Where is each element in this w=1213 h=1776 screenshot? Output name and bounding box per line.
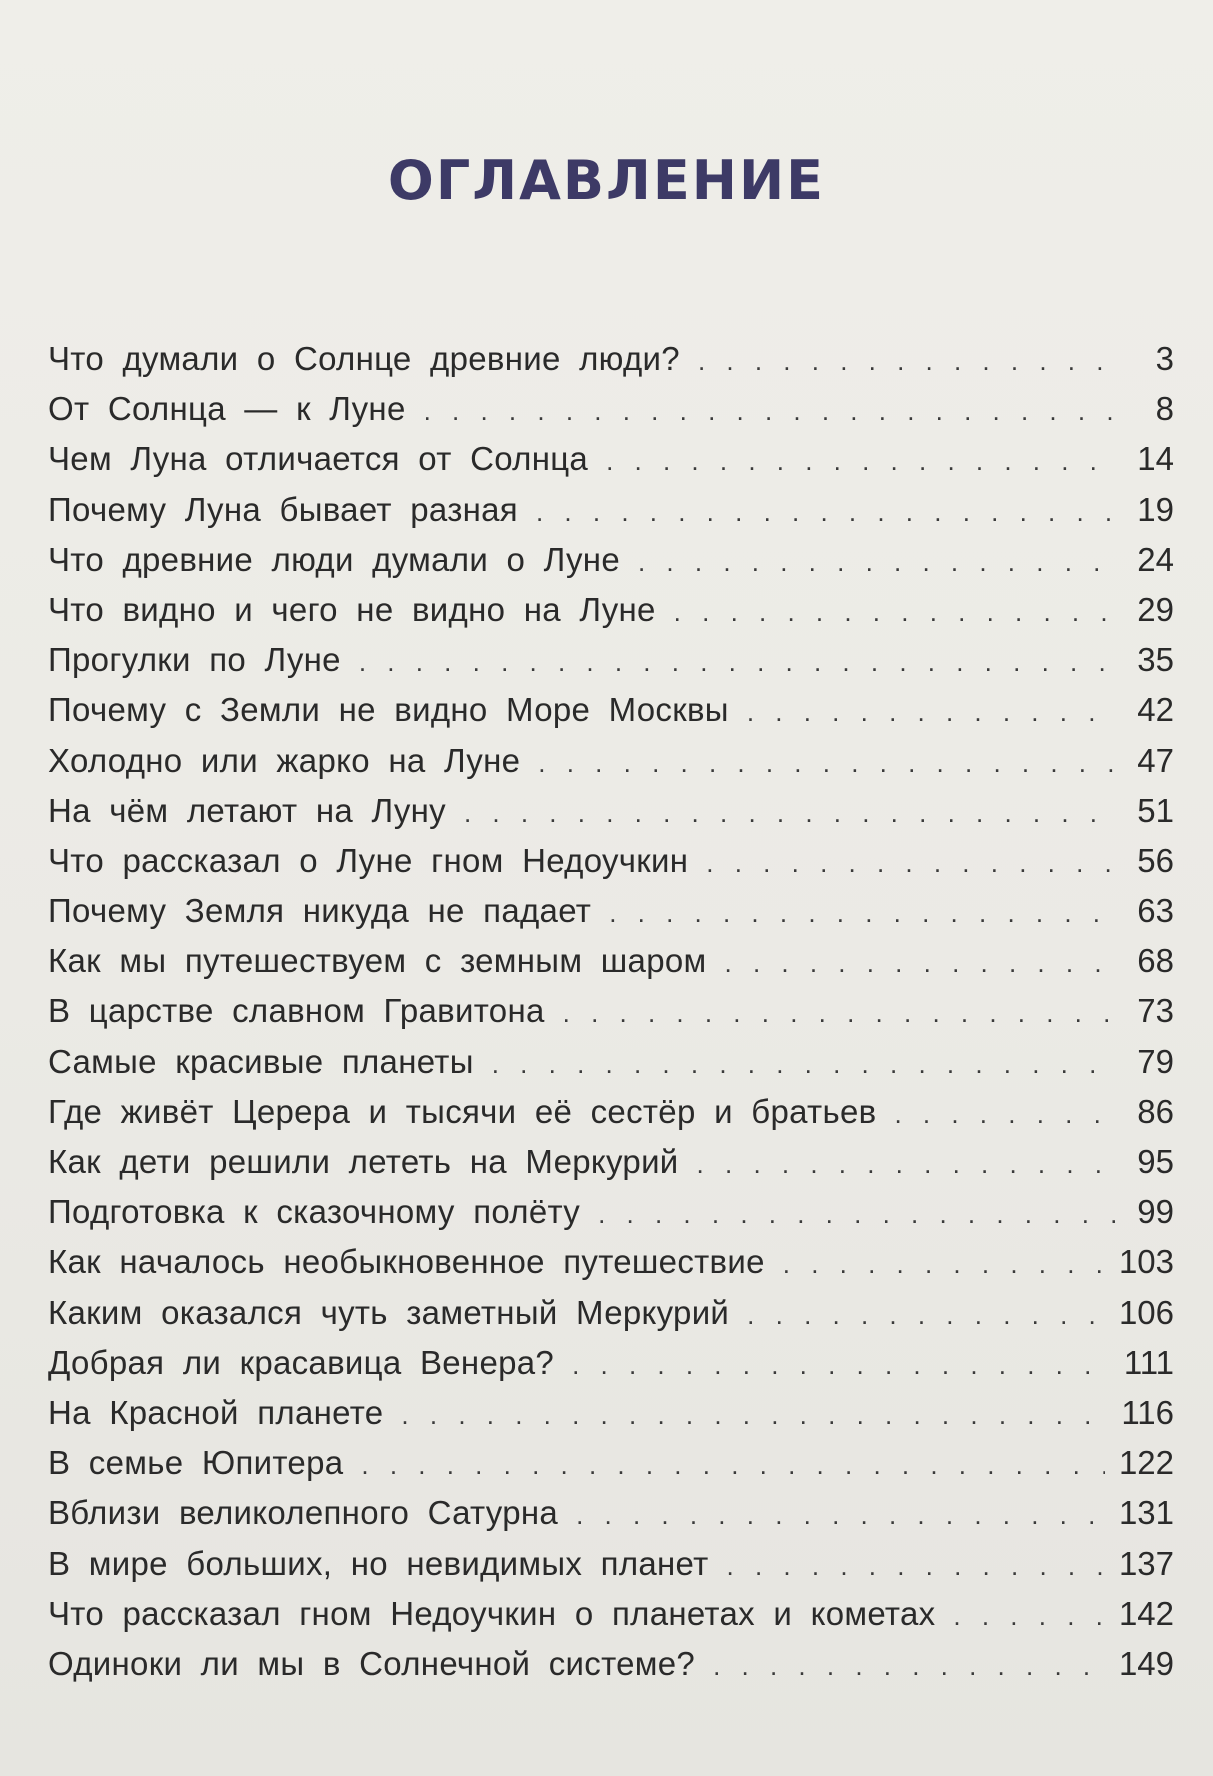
toc-entry-title: На Красной планете (48, 1393, 384, 1431)
dot-leader (424, 396, 1116, 427)
toc-entry-title: Что рассказал о Луне гном Недоучкин (48, 841, 689, 879)
toc-entry-page-number: 116 (1121, 1393, 1174, 1431)
toc-entry-page-number: 35 (1137, 641, 1174, 679)
toc-entry-page-number: 19 (1137, 490, 1174, 528)
dot-leader (706, 848, 1116, 879)
toc-entry-title: Вблизи великолепного Сатурна (48, 1494, 559, 1532)
dot-leader (361, 1450, 1105, 1481)
toc-entry-title: В мире больших, но невидимых планет (48, 1544, 709, 1582)
dot-leader (783, 1249, 1105, 1280)
toc-entry (48, 390, 1174, 440)
toc-entry-page-number: 29 (1137, 590, 1174, 628)
toc-entry-title: Что древние люди думали о Луне (48, 540, 620, 578)
toc-entry-title: Где живёт Церера и тысячи её сестёр и братьев (48, 1092, 877, 1130)
toc-entry (48, 440, 1174, 490)
toc-entry-page-number: 42 (1137, 691, 1174, 729)
dot-leader (538, 748, 1116, 779)
toc-entry-title: От Солнца — к Луне (48, 390, 406, 428)
toc-entry (48, 1043, 1174, 1093)
toc-entry (48, 1444, 1174, 1494)
dot-leader (359, 647, 1116, 678)
toc-entry-title: Почему с Земли не видно Море Москвы (48, 691, 729, 729)
toc-entry-title: Как мы путешествуем с земным шаром (48, 942, 707, 980)
toc-entry (48, 1143, 1174, 1193)
dot-leader (609, 898, 1116, 929)
dot-leader (727, 1551, 1105, 1582)
toc-entry-title: Как началось необыкновенное путешествие (48, 1243, 765, 1281)
toc-entry (48, 942, 1174, 992)
toc-entry-title: Холодно или жарко на Луне (48, 741, 521, 779)
toc-entry-title: Подготовка к сказочному полёту (48, 1193, 581, 1231)
toc-entry (48, 1394, 1174, 1444)
toc-entry-page-number: 3 (1155, 340, 1174, 377)
toc-entry-page-number: 86 (1137, 1092, 1174, 1130)
dot-leader (638, 547, 1116, 578)
toc-entry-title: Что рассказал гном Недоучкин о планетах и кометах (48, 1594, 936, 1632)
toc-entry-title: Что видно и чего не видно на Луне (48, 590, 656, 628)
toc-entry (48, 1093, 1174, 1143)
toc-entry-page-number: 24 (1137, 540, 1174, 578)
toc-entry-page-number: 51 (1137, 791, 1174, 829)
toc-entry-page-number: 137 (1118, 1544, 1174, 1582)
toc-entry-title: Одиноки ли мы в Солнечной системе? (48, 1644, 696, 1682)
dot-leader (606, 446, 1116, 477)
dot-leader (563, 998, 1116, 1029)
dot-leader (894, 1099, 1116, 1130)
toc-entry-title: Добрая ли красавица Венера? (48, 1343, 555, 1381)
dot-leader (401, 1400, 1107, 1431)
dot-leader (725, 948, 1117, 979)
toc-entry (48, 491, 1174, 541)
dot-leader (572, 1350, 1110, 1381)
dot-leader (697, 1149, 1116, 1180)
toc-entry-title: Почему Земля никуда не падает (48, 892, 592, 930)
toc-entry (48, 591, 1174, 641)
toc-entry-page-number: 142 (1118, 1594, 1174, 1632)
toc-entry-page-number: 73 (1137, 992, 1174, 1030)
toc-entry (48, 1645, 1174, 1695)
toc-entry-title: В царстве славном Гравитона (48, 992, 545, 1030)
toc-entry (48, 1193, 1174, 1243)
toc-entry-title: В семье Юпитера (48, 1444, 344, 1482)
toc-entry (48, 992, 1174, 1042)
toc-entry (48, 691, 1174, 741)
toc-entry-page-number: 63 (1137, 892, 1174, 930)
toc-entry-page-number: 131 (1118, 1494, 1174, 1532)
toc-entry (48, 1595, 1174, 1645)
toc-entry-page-number: 68 (1137, 942, 1174, 980)
toc-entry-title: На чём летают на Луну (48, 791, 446, 829)
dot-leader (698, 346, 1116, 377)
dot-leader (598, 1199, 1116, 1230)
toc-entry-page-number: 149 (1118, 1644, 1174, 1682)
toc-entry-title: Прогулки по Луне (48, 641, 341, 679)
dot-leader (576, 1500, 1105, 1531)
toc-entry-page-number: 79 (1137, 1042, 1174, 1080)
table-of-contents (48, 340, 1174, 1695)
dot-leader (536, 497, 1116, 528)
toc-entry-page-number: 56 (1137, 841, 1174, 879)
toc-entry-page-number: 103 (1118, 1243, 1174, 1281)
toc-entry (48, 1545, 1174, 1595)
toc-entry-title: Как дети решили лететь на Меркурий (48, 1143, 679, 1180)
toc-entry-title: Самые красивые планеты (48, 1042, 474, 1080)
toc-entry-page-number: 14 (1137, 440, 1174, 478)
toc-entry (48, 1243, 1174, 1293)
toc-entry-page-number: 95 (1137, 1143, 1174, 1180)
toc-entry-page-number: 8 (1155, 390, 1174, 428)
toc-entry (48, 641, 1174, 691)
toc-entry-page-number: 99 (1137, 1193, 1174, 1231)
toc-entry-page-number: 111 (1123, 1343, 1174, 1381)
toc-entry-title: Что думали о Солнце древние люди? (48, 340, 680, 377)
page-title: ОГЛАВЛЕНИЕ (387, 149, 826, 213)
toc-entry (48, 1294, 1174, 1344)
toc-entry (48, 742, 1174, 792)
toc-entry-page-number: 47 (1137, 741, 1174, 779)
toc-entry-page-number: 106 (1118, 1293, 1174, 1331)
dot-leader (674, 597, 1116, 628)
toc-entry (48, 792, 1174, 842)
dot-leader (953, 1601, 1105, 1632)
toc-entry-title: Каким оказался чуть заметный Меркурий (48, 1293, 730, 1331)
toc-entry-title: Чем Луна отличается от Солнца (48, 440, 589, 478)
toc-entry (48, 340, 1174, 390)
toc-entry (48, 892, 1174, 942)
dot-leader (747, 697, 1116, 728)
dot-leader (747, 1300, 1105, 1331)
toc-entry-page-number: 122 (1118, 1444, 1174, 1482)
toc-entry (48, 541, 1174, 591)
dot-leader (492, 1049, 1116, 1080)
toc-entry-title: Почему Луна бывает разная (48, 490, 518, 528)
toc-entry (48, 1344, 1174, 1394)
dot-leader (464, 798, 1116, 829)
toc-entry (48, 842, 1174, 892)
dot-leader (713, 1651, 1105, 1682)
toc-entry (48, 1494, 1174, 1544)
